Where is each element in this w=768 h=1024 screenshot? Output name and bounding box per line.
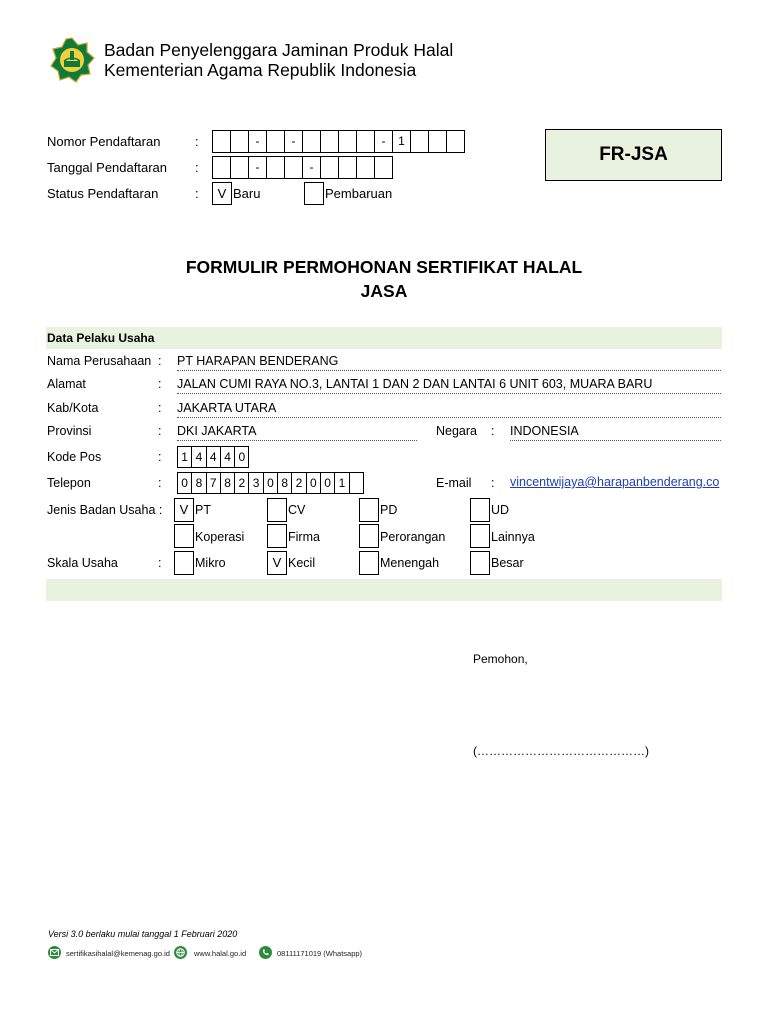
tanggal-pendaftaran-field[interactable] (212, 156, 393, 179)
date-cell[interactable]: - (248, 156, 267, 179)
colon: : (491, 476, 495, 490)
date-cell[interactable] (374, 156, 393, 179)
digit-cell[interactable] (302, 130, 321, 153)
option-ud-label: UD (491, 503, 510, 517)
digit-cell[interactable]: 4 (191, 446, 206, 468)
digit-cell[interactable]: 3 (248, 472, 263, 494)
nama-perusahaan-value[interactable]: PT HARAPAN BENDERANG (177, 354, 721, 371)
digit-cell[interactable]: 1 (334, 472, 349, 494)
date-cell[interactable] (356, 156, 375, 179)
colon: : (158, 377, 162, 391)
alamat-value[interactable]: JALAN CUMI RAYA NO.3, LANTAI 1 DAN 2 DAN LANTAI 6 UNIT 603, MUARA BARU (177, 377, 721, 394)
tanggal-pendaftaran-label: Tanggal Pendaftaran (47, 160, 167, 175)
digit-cell[interactable] (349, 472, 364, 494)
negara-label: Negara (436, 424, 477, 438)
option-lainnya-label: Lainnya (491, 530, 535, 544)
org-name-line1: Badan Penyelenggara Jaminan Produk Halal (104, 40, 454, 60)
date-cell[interactable]: - (302, 156, 321, 179)
digit-cell[interactable]: 8 (220, 472, 235, 494)
digit-cell[interactable]: 4 (206, 446, 221, 468)
email-icon (48, 946, 61, 959)
option-kecil-checkbox[interactable]: V (267, 551, 287, 575)
date-cell[interactable] (212, 156, 231, 179)
colon: : (158, 401, 162, 415)
option-besar-checkbox[interactable] (470, 551, 490, 575)
digit-cell[interactable] (230, 130, 249, 153)
bpjph-logo (49, 37, 95, 83)
footer-phone[interactable]: 08111171019 (Whatsapp) (277, 949, 363, 958)
alamat-label: Alamat (47, 377, 86, 391)
telepon-label: Telepon (47, 476, 91, 490)
option-mikro-checkbox[interactable] (174, 551, 194, 575)
negara-value[interactable]: INDONESIA (510, 424, 721, 441)
date-cell[interactable] (284, 156, 303, 179)
digit-cell[interactable]: 8 (277, 472, 292, 494)
digit-cell[interactable]: 0 (320, 472, 335, 494)
date-cell[interactable] (266, 156, 285, 179)
status-baru-checkbox[interactable]: V (212, 182, 232, 205)
colon: : (158, 354, 162, 368)
jenis-badan-usaha-label: Jenis Badan Usaha : (47, 503, 163, 517)
option-cv-checkbox[interactable] (267, 498, 287, 522)
nomor-pendaftaran-field[interactable] (212, 130, 465, 153)
status-pembaruan-checkbox[interactable] (304, 182, 324, 205)
digit-cell[interactable]: - (284, 130, 303, 153)
digit-cell[interactable]: 0 (263, 472, 278, 494)
digit-cell[interactable] (428, 130, 447, 153)
date-cell[interactable] (338, 156, 357, 179)
org-name-line2: Kementerian Agama Republik Indonesia (104, 60, 417, 80)
option-perorangan-checkbox[interactable] (359, 524, 379, 548)
version-note: Versi 3.0 berlaku mulai tanggal 1 Februari 2020 (48, 929, 238, 939)
digit-cell[interactable]: 1 (177, 446, 192, 468)
option-lainnya-checkbox[interactable] (470, 524, 490, 548)
footer-email[interactable]: sertifikasihalal@kemenag.go.id (66, 949, 170, 958)
provinsi-label: Provinsi (47, 424, 92, 438)
digit-cell[interactable] (410, 130, 429, 153)
option-ud-checkbox[interactable] (470, 498, 490, 522)
digit-cell[interactable]: 0 (177, 472, 192, 494)
digit-cell[interactable] (266, 130, 285, 153)
option-pd-checkbox[interactable] (359, 498, 379, 522)
kode-pos-label: Kode Pos (47, 450, 102, 464)
option-pt-label: PT (195, 503, 211, 517)
option-menengah-label: Menengah (380, 556, 440, 570)
option-pt-checkbox[interactable]: V (174, 498, 194, 522)
nomor-pendaftaran-label: Nomor Pendaftaran (47, 134, 161, 149)
option-menengah-checkbox[interactable] (359, 551, 379, 575)
date-cell[interactable] (230, 156, 249, 179)
digit-cell[interactable]: 2 (291, 472, 306, 494)
colon: : (158, 476, 162, 490)
globe-icon (174, 946, 187, 959)
digit-cell[interactable]: - (374, 130, 393, 153)
date-cell[interactable] (320, 156, 339, 179)
email-link[interactable]: vincentwijaya@harapanbenderang.co (510, 475, 720, 489)
digit-cell[interactable]: 8 (191, 472, 206, 494)
option-pd-label: PD (380, 503, 398, 517)
skala-usaha-label: Skala Usaha (47, 556, 118, 570)
nama-perusahaan-label: Nama Perusahaan (47, 354, 152, 368)
signature-line: (……………………………………) (473, 744, 649, 758)
option-koperasi-checkbox[interactable] (174, 524, 194, 548)
digit-cell[interactable]: - (248, 130, 267, 153)
digit-cell[interactable]: 2 (234, 472, 249, 494)
colon: : (195, 160, 199, 175)
digit-cell[interactable] (320, 130, 339, 153)
status-pembaruan-label: Pembaruan (325, 186, 393, 201)
option-firma-checkbox[interactable] (267, 524, 287, 548)
digit-cell[interactable] (212, 130, 231, 153)
option-perorangan-label: Perorangan (380, 530, 446, 544)
digit-cell[interactable] (446, 130, 465, 153)
colon: : (158, 424, 162, 438)
digit-cell[interactable]: 4 (220, 446, 235, 468)
digit-cell[interactable]: 1 (392, 130, 411, 153)
form-title: FORMULIR PERMOHONAN SERTIFIKAT HALAL (185, 257, 583, 277)
digit-cell[interactable]: 7 (206, 472, 221, 494)
digit-cell[interactable]: 0 (234, 446, 249, 468)
kab-kota-value[interactable]: JAKARTA UTARA (177, 401, 721, 418)
colon: : (158, 556, 162, 570)
footer-website[interactable]: www.halal.go.id (194, 949, 247, 958)
form-code-badge: FR-JSA (545, 129, 722, 181)
colon: : (195, 186, 199, 201)
telepon-field[interactable] (177, 472, 364, 494)
digit-cell[interactable] (356, 130, 375, 153)
option-cv-label: CV (288, 503, 306, 517)
email-label: E-mail (436, 476, 472, 490)
provinsi-value[interactable]: DKI JAKARTA (177, 424, 417, 441)
status-pendaftaran-label: Status Pendaftaran (47, 186, 159, 201)
form-subtitle: JASA (360, 281, 408, 301)
section-title: Data Pelaku Usaha (47, 331, 155, 345)
kab-kota-label: Kab/Kota (47, 401, 99, 415)
colon: : (195, 134, 199, 149)
section-footer-band (46, 579, 722, 601)
whatsapp-icon (259, 946, 272, 959)
option-mikro-label: Mikro (195, 556, 226, 570)
colon: : (158, 450, 162, 464)
status-baru-label: Baru (233, 186, 261, 201)
option-koperasi-label: Koperasi (195, 530, 245, 544)
digit-cell[interactable]: 0 (306, 472, 321, 494)
colon: : (491, 424, 495, 438)
option-firma-label: Firma (288, 530, 320, 544)
pemohon-label: Pemohon, (473, 652, 528, 666)
option-kecil-label: Kecil (288, 556, 316, 570)
digit-cell[interactable] (338, 130, 357, 153)
option-besar-label: Besar (491, 556, 524, 570)
kode-pos-field[interactable] (177, 446, 249, 468)
